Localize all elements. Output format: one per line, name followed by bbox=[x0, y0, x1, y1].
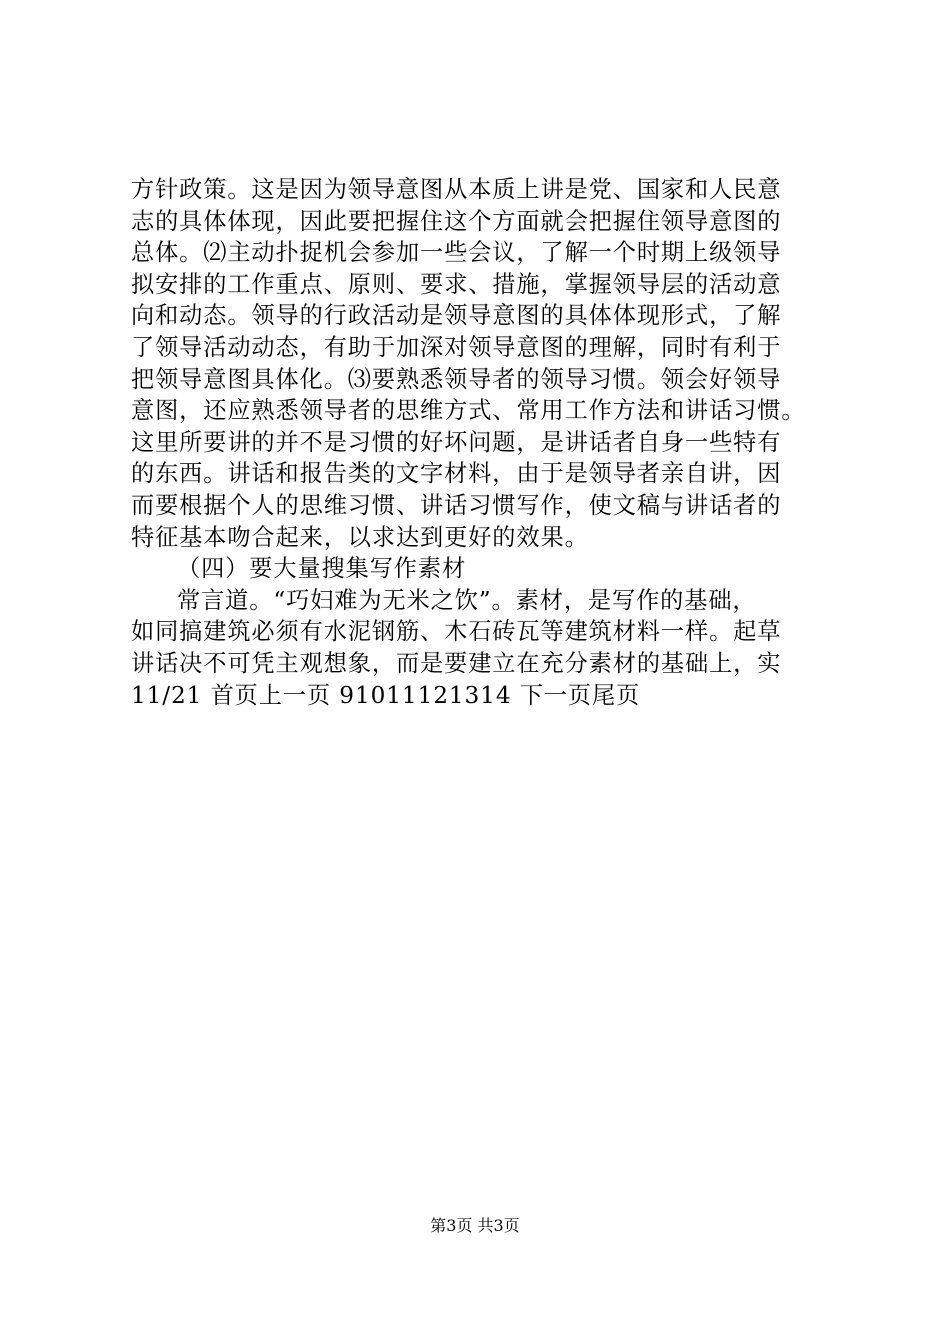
text-line: 常言道。“巧妇难为无米之饮”。素材，是写作的基础， bbox=[177, 586, 757, 614]
text-line: 如同搞建筑必须有水泥钢筋、木石砖瓦等建筑材料一样。起草 bbox=[131, 618, 782, 646]
text-line: 志的具体体现，因此要把握住这个方面就会把握住领导意图的 bbox=[131, 207, 782, 235]
text-line: 总体。⑵主动扑捉机会参加一些会议，了解一个时期上级领导 bbox=[131, 239, 782, 267]
page-footer: 第3页 共3页 bbox=[430, 1216, 520, 1235]
pagination-text: 11/21 首页上一页 91011121314 下一页尾页 bbox=[131, 681, 641, 709]
text-line: 这里所要讲的并不是习惯的好坏问题，是讲话者自身一些特有 bbox=[131, 428, 782, 456]
text-line: 特征基本吻合起来，以求达到更好的效果。 bbox=[131, 523, 589, 551]
text-line: 了领导活动动态，有助于加深对领导意图的理解，同时有利于 bbox=[131, 333, 782, 361]
text-line: 意图，还应熟悉领导者的思维方式、常用工作方法和讲话习惯。 bbox=[131, 397, 806, 425]
text-line: 向和动态。领导的行政活动是领导意图的具体体现形式，了解 bbox=[131, 302, 782, 330]
text-line: 而要根据个人的思维习惯、讲话习惯写作，使文稿与讲话者的 bbox=[131, 491, 782, 519]
text-line: 讲话决不可凭主观想象，而是要建立在充分素材的基础上，实 bbox=[131, 649, 782, 677]
text-line: 的东西。讲话和报告类的文字材料，由于是领导者亲自讲，因 bbox=[131, 460, 782, 488]
text-line: 拟安排的工作重点、原则、要求、措施，掌握领导层的活动意 bbox=[131, 270, 782, 298]
text-line: 方针政策。这是因为领导意图从本质上讲是党、国家和人民意 bbox=[131, 176, 782, 203]
section-heading: （四）要大量搜集写作素材 bbox=[177, 555, 467, 583]
body-text bbox=[131, 174, 836, 711]
text-line: 把领导意图具体化。⑶要熟悉领导者的领导习惯。领会好领导 bbox=[131, 365, 782, 393]
